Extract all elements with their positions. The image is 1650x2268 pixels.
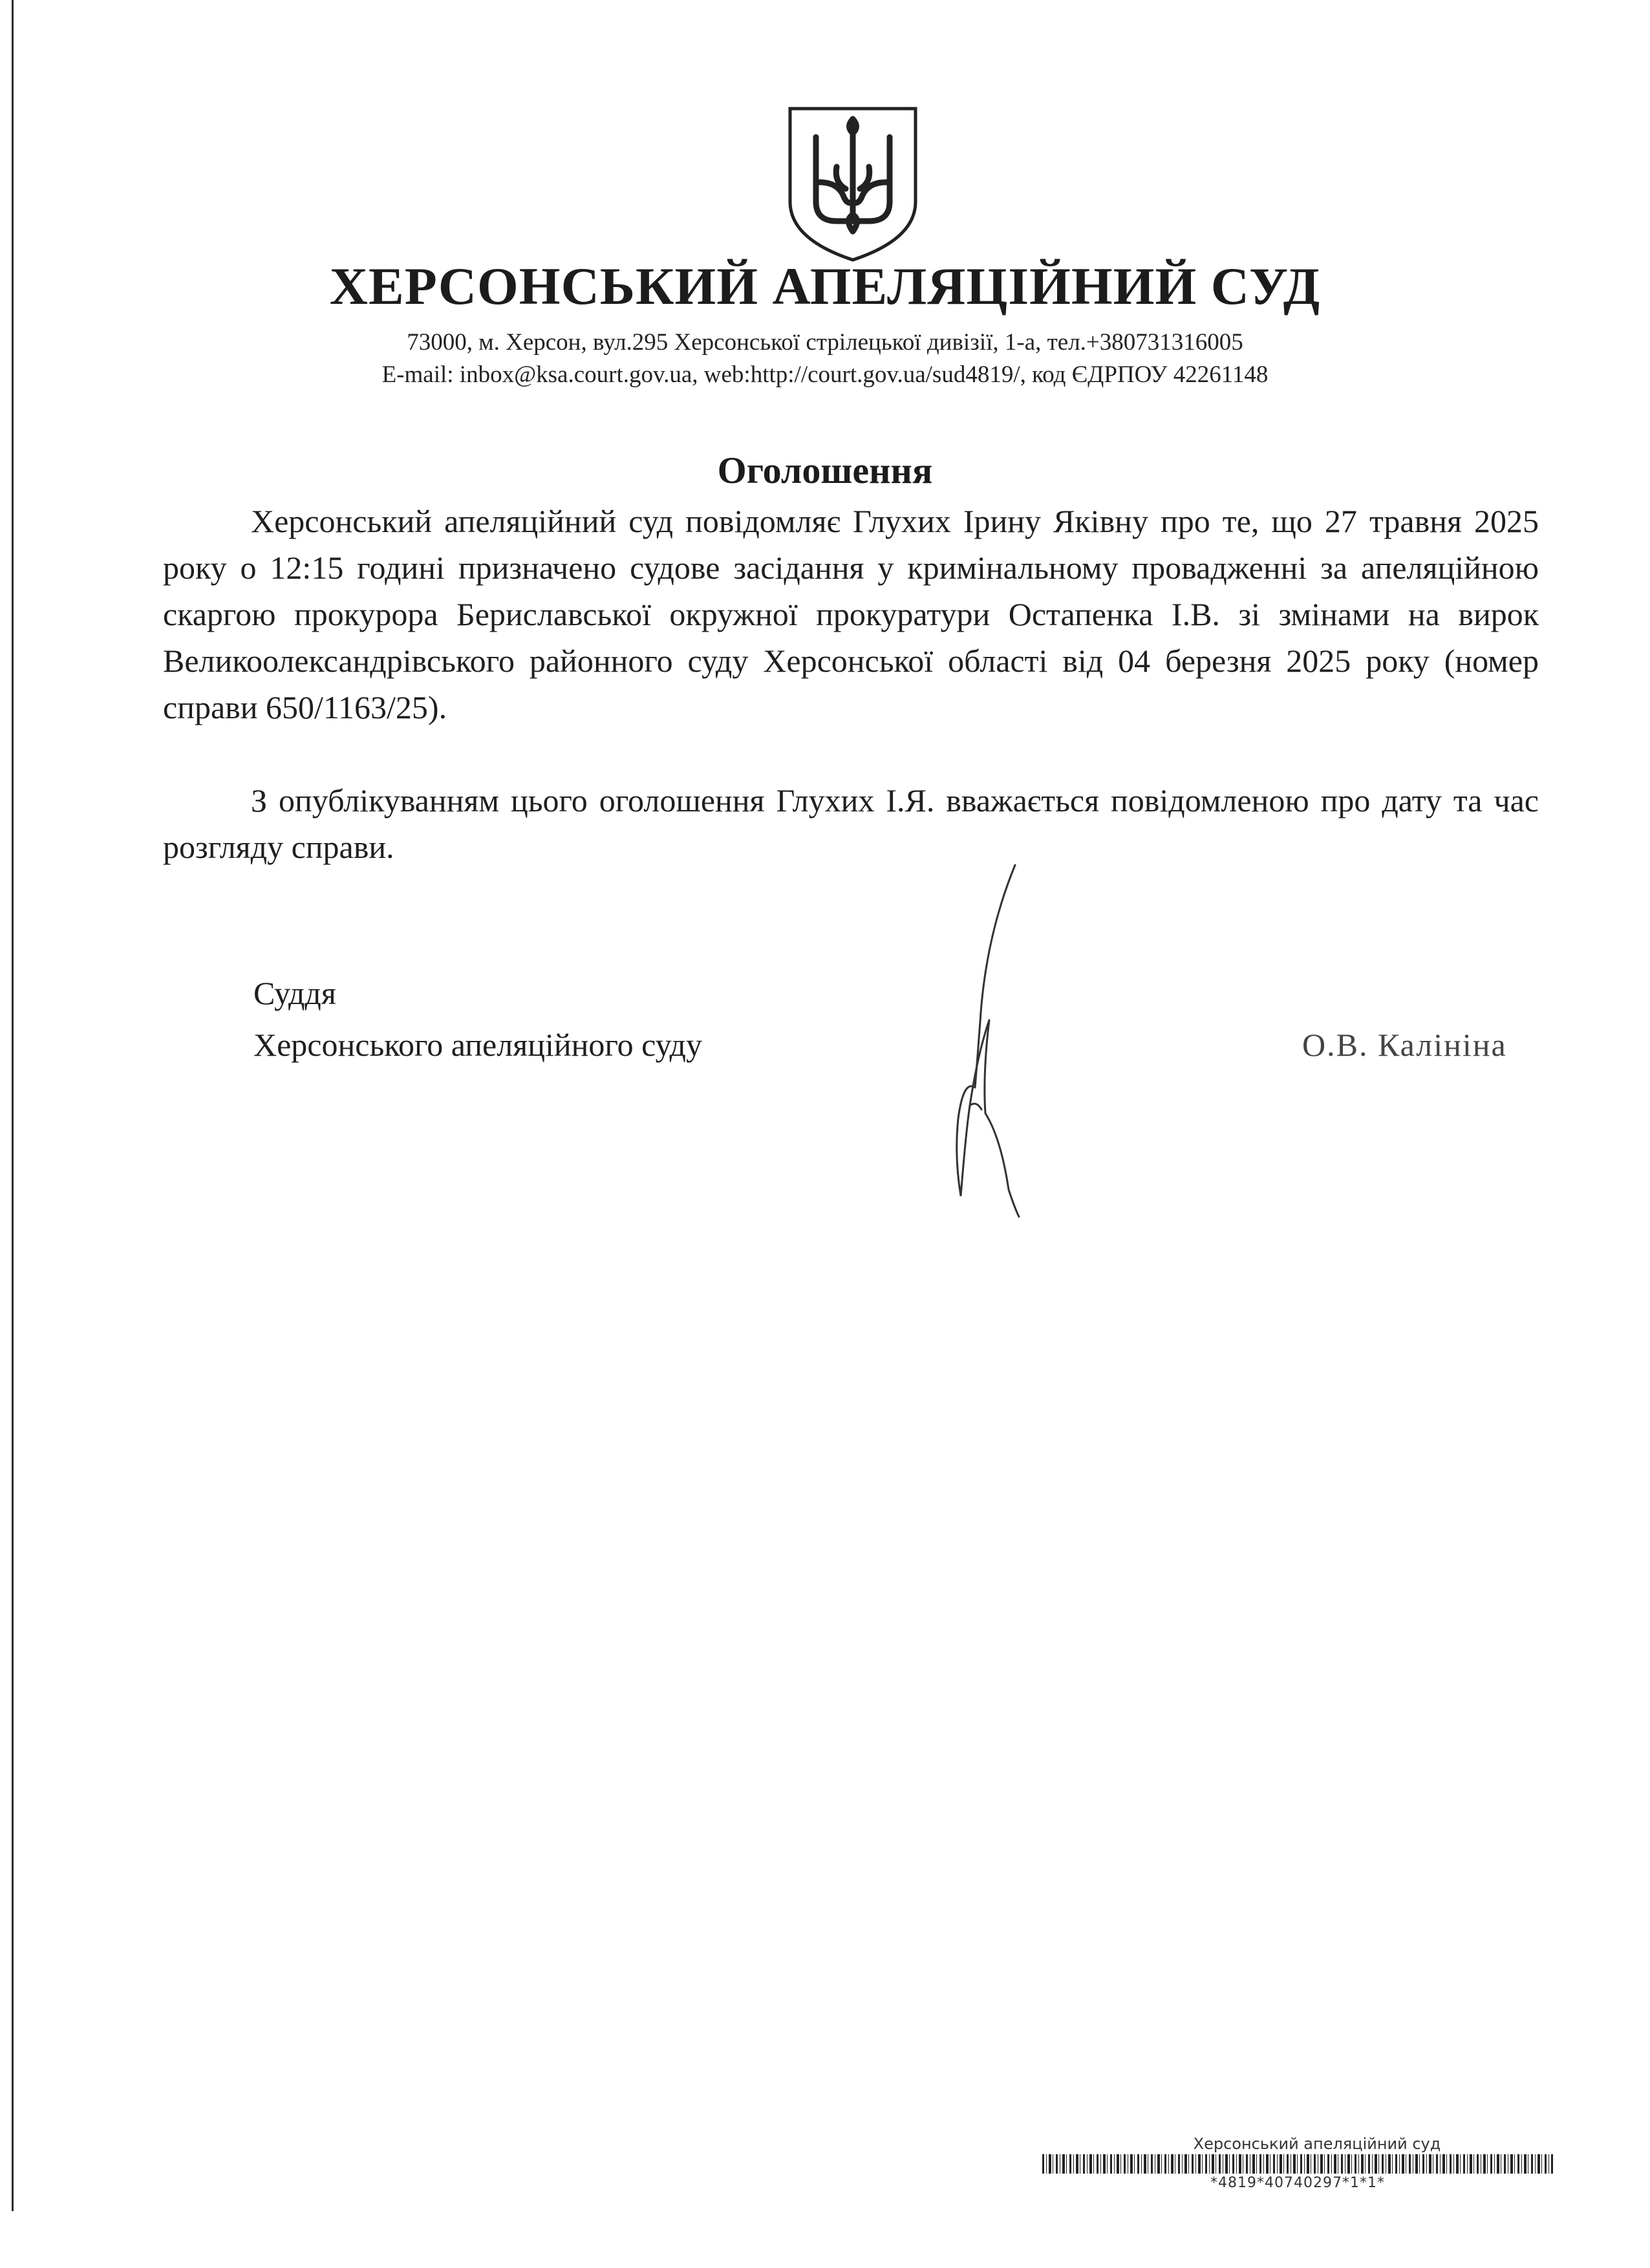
stamp-code: *4819*40740297*1*1* xyxy=(1210,2175,1385,2191)
court-contacts: E-mail: inbox@ksa.court.gov.ua, web:http://court.gov.ua/sud4819/, код ЄДРПОУ 42261148 xyxy=(381,361,1269,388)
notice-paragraph-publication: З опублікуванням цього оголошення Глухих І.Я. вважається повідомленою про дату та час розгляду справи. xyxy=(163,782,1539,865)
trident-coat-of-arms-icon xyxy=(785,105,921,264)
court-address: 73000, м. Херсон, вул.295 Херсонської стрілецької дивізії, 1-а, тел.+380731316005 xyxy=(407,329,1243,356)
notice-heading: Оголошення xyxy=(717,449,933,491)
signature-block xyxy=(253,967,702,1071)
stamp-court-name: Херсонський апеляційний суд xyxy=(1193,2135,1441,2153)
judge-court: Херсонського апеляційного суду xyxy=(253,1027,702,1063)
judge-position: Суддя xyxy=(253,975,336,1011)
notice-paragraph-hearing: Херсонський апеляційний суд повідомляє Глухих Ірину Яківну про те, що 27 травня 2025 року о 12:15 годині призначено судове засідання у кримінальному провадженні за апеляційною скаргою прокурора Бериславської окружної прокуратури Остапенка І.В. зі змінами на вирок Великоолександрівського районного суду Херсонської області від 04 березня 2025 року (номер справи 650/1163/25). xyxy=(163,503,1539,725)
registration-stamp xyxy=(1042,2135,1553,2191)
barcode-icon xyxy=(1042,2154,1553,2174)
court-name-title: ХЕРСОНСЬКИЙ АПЕЛЯЦІЙНИЙ СУД xyxy=(329,257,1321,316)
judge-name: О.В. Калініна xyxy=(1302,1027,1507,1063)
handwritten-signature xyxy=(918,860,1041,1222)
